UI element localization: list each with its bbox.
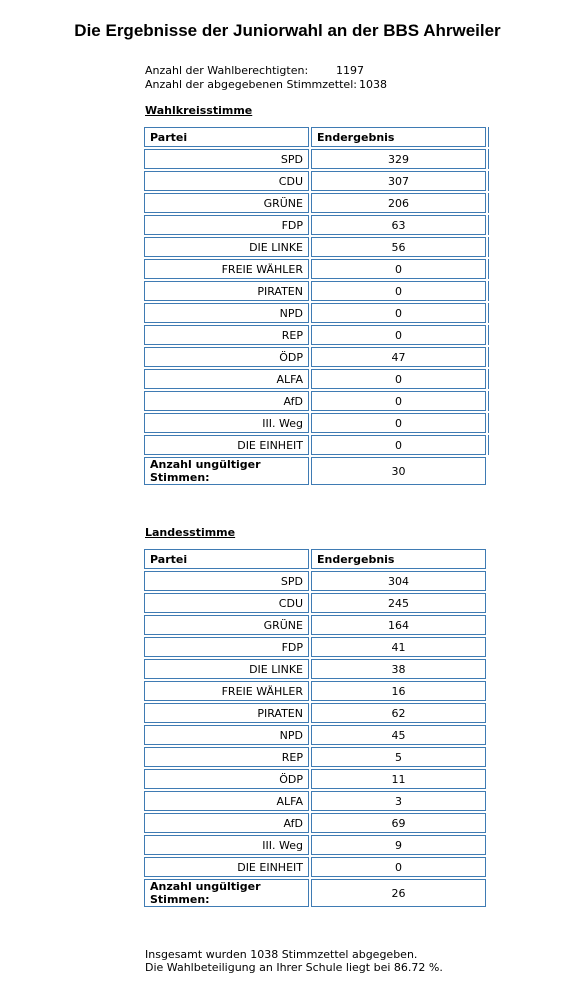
party-result: 0 xyxy=(311,281,486,301)
table-row xyxy=(144,325,492,345)
eligible-voters-value: 1197 xyxy=(336,64,364,77)
party-result: 329 xyxy=(311,149,486,169)
party-result: 9 xyxy=(311,835,486,855)
party-name: ÖDP xyxy=(144,347,309,367)
table-row xyxy=(144,813,492,833)
table-row xyxy=(144,237,492,257)
table-row xyxy=(144,413,492,433)
table-edge xyxy=(488,681,492,701)
table-edge xyxy=(488,347,492,367)
table-edge xyxy=(488,637,492,657)
table-edge xyxy=(488,813,492,833)
table-row xyxy=(144,703,492,723)
party-name: PIRATEN xyxy=(144,281,309,301)
table-edge xyxy=(488,769,492,789)
column-header-result: Endergebnis xyxy=(311,549,486,569)
party-name: DIE EINHEIT xyxy=(144,857,309,877)
table-row xyxy=(144,637,492,657)
party-name: DIE EINHEIT xyxy=(144,435,309,455)
table-row xyxy=(144,435,492,455)
party-result: 0 xyxy=(311,325,486,345)
table-row xyxy=(144,193,492,213)
party-result: 3 xyxy=(311,791,486,811)
table-edge xyxy=(488,413,492,433)
ballots-cast-label: Anzahl der abgegebenen Stimmzettel: xyxy=(145,78,357,91)
party-result: 5 xyxy=(311,747,486,767)
table-edge xyxy=(488,857,492,877)
invalid-votes-value: 26 xyxy=(311,879,486,907)
table-edge xyxy=(488,615,492,635)
table-row xyxy=(144,725,492,745)
table-edge xyxy=(488,435,492,455)
party-result: 56 xyxy=(311,237,486,257)
party-name: AfD xyxy=(144,813,309,833)
table-row xyxy=(144,681,492,701)
table-row xyxy=(144,303,492,323)
table-edge xyxy=(488,149,492,169)
party-name: III. Weg xyxy=(144,835,309,855)
table-edge xyxy=(488,237,492,257)
page-title: Die Ergebnisse der Juniorwahl an der BBS Ahrweiler xyxy=(74,21,501,40)
table-row xyxy=(144,149,492,169)
table-edge xyxy=(488,571,492,591)
table-edge xyxy=(488,391,492,411)
table-row xyxy=(144,281,492,301)
table-edge xyxy=(488,703,492,723)
party-name: FREIE WÄHLER xyxy=(144,259,309,279)
invalid-votes-value: 30 xyxy=(311,457,486,485)
table-edge xyxy=(488,879,492,907)
table-row xyxy=(144,857,492,877)
party-result: 0 xyxy=(311,413,486,433)
party-result: 11 xyxy=(311,769,486,789)
table-edge xyxy=(488,171,492,191)
party-result: 206 xyxy=(311,193,486,213)
party-name: NPD xyxy=(144,725,309,745)
party-name: SPD xyxy=(144,149,309,169)
party-result: 0 xyxy=(311,857,486,877)
party-name: DIE LINKE xyxy=(144,659,309,679)
table-edge xyxy=(488,457,492,485)
table-row xyxy=(144,369,492,389)
party-name: FDP xyxy=(144,637,309,657)
table-edge xyxy=(488,281,492,301)
party-result: 0 xyxy=(311,391,486,411)
party-name: CDU xyxy=(144,171,309,191)
table-row xyxy=(144,835,492,855)
table-row xyxy=(144,347,492,367)
column-header-result: Endergebnis xyxy=(311,127,486,147)
table-row xyxy=(144,659,492,679)
party-result: 0 xyxy=(311,435,486,455)
party-result: 0 xyxy=(311,369,486,389)
party-name: CDU xyxy=(144,593,309,613)
table-edge xyxy=(488,659,492,679)
table-edge xyxy=(488,835,492,855)
table-header-row xyxy=(144,549,492,569)
party-name: FDP xyxy=(144,215,309,235)
party-result: 16 xyxy=(311,681,486,701)
ballots-cast-value: 1038 xyxy=(358,78,387,91)
party-name: III. Weg xyxy=(144,413,309,433)
party-result: 47 xyxy=(311,347,486,367)
party-name: SPD xyxy=(144,571,309,591)
party-result: 41 xyxy=(311,637,486,657)
invalid-votes-label: Anzahl ungültiger Stimmen: xyxy=(144,457,309,485)
table-edge xyxy=(488,325,492,345)
table-edge xyxy=(488,193,492,213)
party-result: 69 xyxy=(311,813,486,833)
party-name: GRÜNE xyxy=(144,193,309,213)
eligible-voters-label: Anzahl der Wahlberechtigten: xyxy=(145,64,309,77)
table-edge xyxy=(488,259,492,279)
party-result: 45 xyxy=(311,725,486,745)
table-row xyxy=(144,571,492,591)
wahlkreisstimme-heading: Wahlkreisstimme xyxy=(145,104,253,117)
table-edge xyxy=(488,303,492,323)
table-edge xyxy=(488,747,492,767)
landesstimme-table xyxy=(142,547,494,909)
party-result: 38 xyxy=(311,659,486,679)
party-name: ÖDP xyxy=(144,769,309,789)
party-name: FREIE WÄHLER xyxy=(144,681,309,701)
table-header-row xyxy=(144,127,492,147)
table-row xyxy=(144,215,492,235)
invalid-votes-row xyxy=(144,457,492,485)
table-edge xyxy=(488,725,492,745)
wahlkreisstimme-table xyxy=(142,125,494,487)
party-name: ALFA xyxy=(144,369,309,389)
election-summary xyxy=(145,64,387,92)
table-edge xyxy=(488,549,492,569)
party-name: GRÜNE xyxy=(144,615,309,635)
party-result: 0 xyxy=(311,259,486,279)
landesstimme-heading: Landesstimme xyxy=(145,526,236,539)
party-result: 245 xyxy=(311,593,486,613)
party-name: AfD xyxy=(144,391,309,411)
turnout-note xyxy=(145,948,443,974)
table-edge xyxy=(488,791,492,811)
table-row xyxy=(144,593,492,613)
column-header-party: Partei xyxy=(144,127,309,147)
party-name: DIE LINKE xyxy=(144,237,309,257)
party-name: REP xyxy=(144,747,309,767)
party-result: 164 xyxy=(311,615,486,635)
table-row xyxy=(144,259,492,279)
turnout-note-line: Die Wahlbeteiligung an Ihrer Schule liegt bei 86.72 %. xyxy=(145,961,443,974)
party-result: 0 xyxy=(311,303,486,323)
table-edge xyxy=(488,369,492,389)
party-name: PIRATEN xyxy=(144,703,309,723)
table-row xyxy=(144,391,492,411)
table-row xyxy=(144,769,492,789)
party-result: 63 xyxy=(311,215,486,235)
table-edge xyxy=(488,215,492,235)
invalid-votes-label: Anzahl ungültiger Stimmen: xyxy=(144,879,309,907)
party-name: REP xyxy=(144,325,309,345)
table-row xyxy=(144,747,492,767)
table-row xyxy=(144,171,492,191)
party-result: 304 xyxy=(311,571,486,591)
invalid-votes-row xyxy=(144,879,492,907)
table-edge xyxy=(488,593,492,613)
party-name: ALFA xyxy=(144,791,309,811)
table-row xyxy=(144,791,492,811)
party-result: 62 xyxy=(311,703,486,723)
column-header-party: Partei xyxy=(144,549,309,569)
party-result: 307 xyxy=(311,171,486,191)
table-edge xyxy=(488,127,492,147)
party-name: NPD xyxy=(144,303,309,323)
turnout-note-line: Insgesamt wurden 1038 Stimmzettel abgegeben. xyxy=(145,948,418,961)
table-row xyxy=(144,615,492,635)
